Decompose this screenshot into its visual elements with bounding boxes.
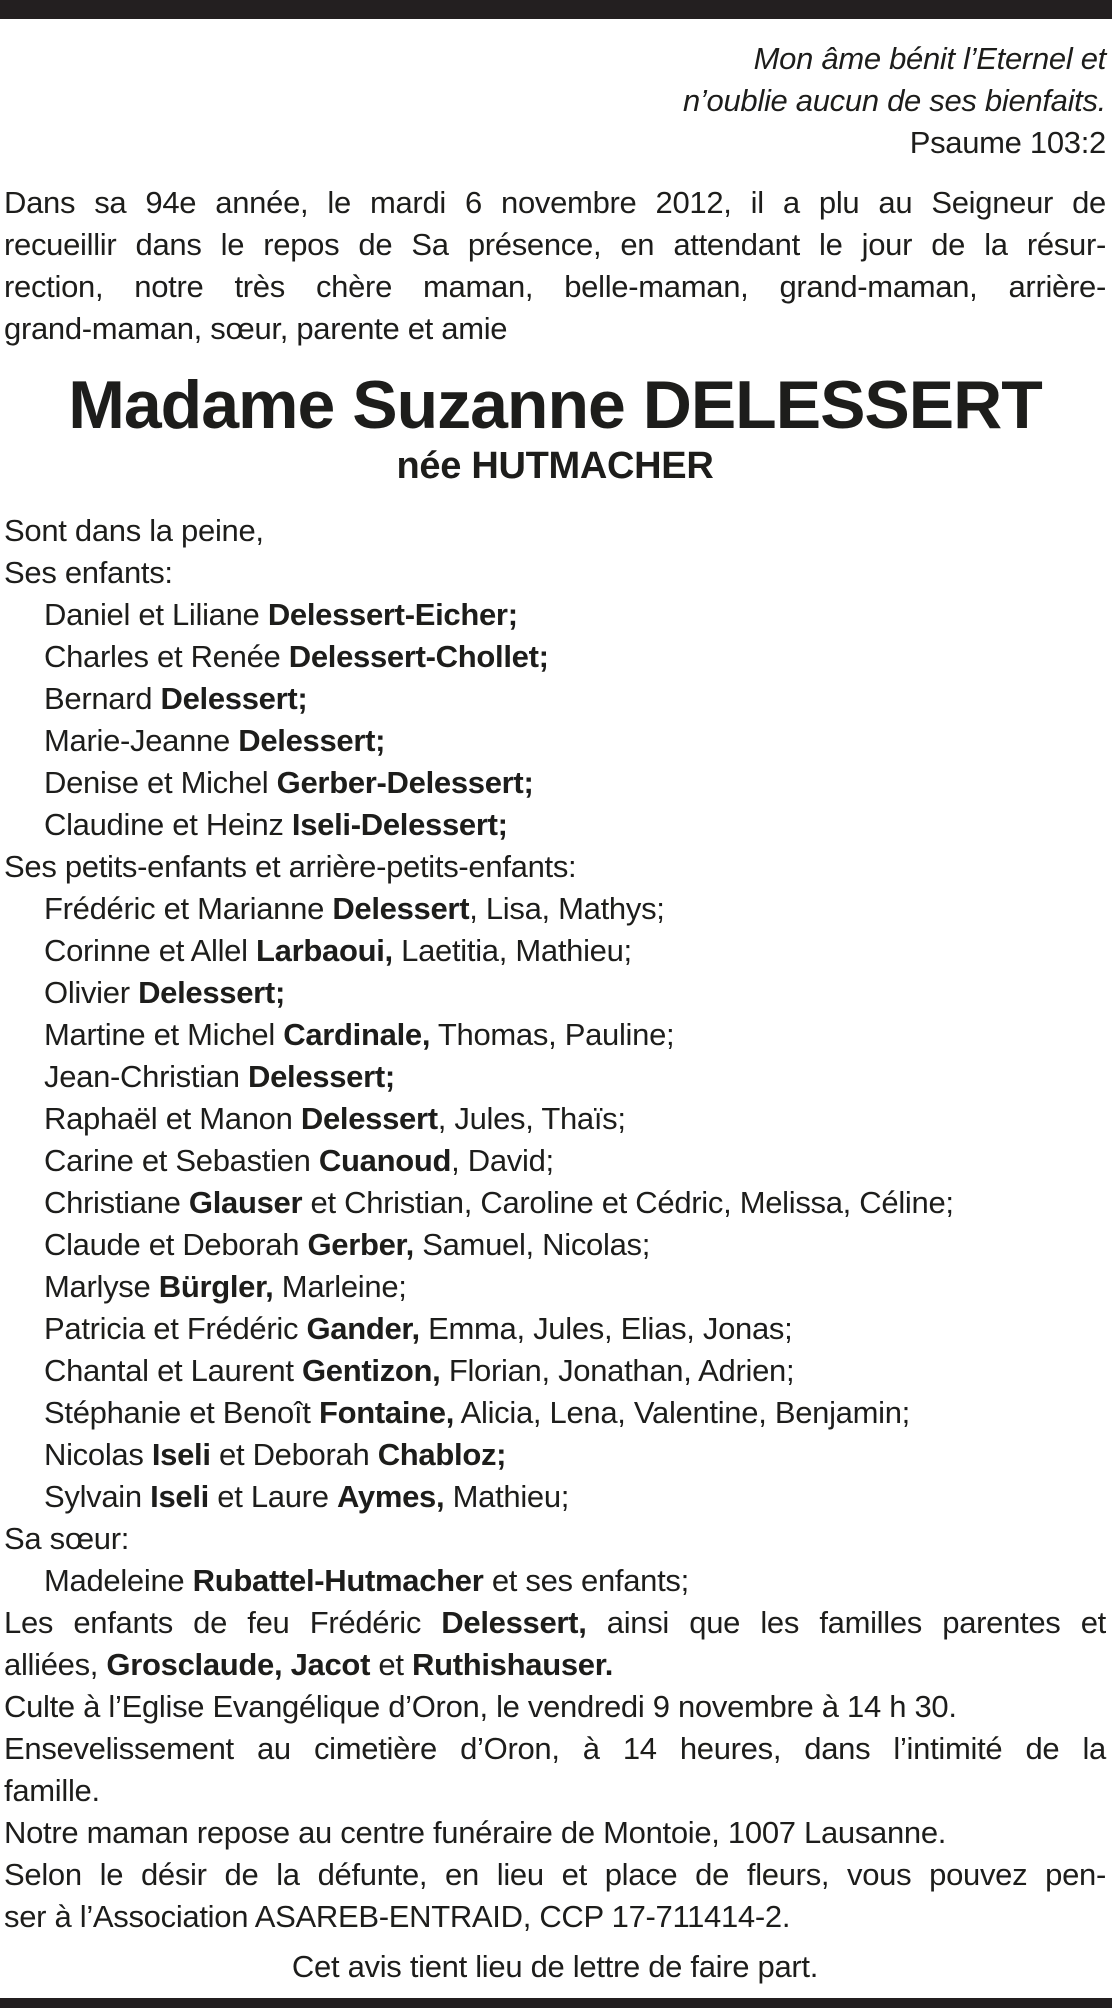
text-segment: Martine et Michel [44,1017,284,1052]
text-segment: Marie-Jeanne [44,723,239,758]
text-segment: , Lisa, Mathys; [469,891,665,926]
text-segment: Denise et Michel [44,765,277,800]
notice-line [4,1056,1106,1098]
text-segment: Frédéric et Marianne [44,891,333,926]
epigraph-line: n’oublie aucun de ses bienfaits. [683,83,1106,118]
text-segment: Olivier [44,975,139,1010]
notice-line [4,1560,1106,1602]
family-surname-bold: Delessert [300,1101,438,1136]
notice-line [4,1014,1106,1056]
epigraph-verse [4,38,1106,122]
family-surname-bold: Gerber-Delessert; [276,765,534,800]
family-surname-bold: Delessert-Chollet; [288,639,549,674]
intro-line: Dans sa 94e année, le mardi 6 novembre 2012, il a plu au Seigneur de [4,185,1106,220]
notice-line [4,1644,1106,1686]
text-segment: et Laure [208,1479,337,1514]
family-surname-bold: Glauser [188,1185,303,1220]
text-segment: Madeleine [44,1563,193,1598]
text-segment: Claudine et Heinz [44,807,292,842]
text-segment: Notre maman repose au centre funéraire de Montoie, 1007 Lausanne. [4,1815,947,1850]
text-segment: Alicia, Lena, Valentine, Benjamin; [454,1395,910,1430]
text-segment: Christiane [44,1185,189,1220]
family-surname-bold: Aymes, [336,1479,445,1514]
family-surname-bold: Delessert; [247,1059,395,1094]
text-segment: Ses enfants: [4,555,173,590]
family-surname-bold: Bürgler, [158,1269,274,1304]
notice-line [4,1182,1106,1224]
text-segment: alliées, [4,1647,107,1682]
text-segment: Mathieu; [444,1479,570,1514]
notice-line [4,1224,1106,1266]
text-segment: Nicolas [44,1437,152,1472]
text-segment: ser à l’Association ASAREB-ENTRAID, CCP 17-711414-2. [4,1899,791,1934]
text-segment: Stéphanie et Benoît [44,1395,319,1430]
notice-line [4,930,1106,972]
epigraph-line: Mon âme bénit l’Eternel et [753,41,1106,76]
text-segment: , Jules, Thaïs; [437,1101,626,1136]
text-segment: et [370,1647,412,1682]
text-segment: Sylvain [44,1479,151,1514]
text-segment: Ensevelissement au cimetière d’Oron, à 14 heures, dans l’intimité de la [4,1731,1106,1766]
intro-line: rection, notre très chère maman, belle-maman, grand-maman, arrière- [4,269,1106,304]
text-segment: ainsi que les familles parentes et [586,1605,1106,1640]
notice-line [4,678,1106,720]
text-segment: Laetitia, Mathieu; [392,933,632,968]
notice-line [4,1518,1106,1560]
family-surname-bold: Iseli [150,1479,209,1514]
notice-line [4,1770,1106,1812]
notice-line [4,1434,1106,1476]
notice-line [4,762,1106,804]
family-surname-bold: Delessert; [160,681,308,716]
family-surname-bold: Delessert; [238,723,386,758]
family-surname-bold: Chabloz; [377,1437,507,1472]
family-surname-bold: Gentizon, [301,1353,441,1388]
family-surname-bold: Iseli [151,1437,211,1472]
intro-line: recueillir dans le repos de Sa présence, en attendant le jour de la résur- [4,227,1106,262]
notice-line [4,1686,1106,1728]
text-segment: Thomas, Pauline; [430,1017,675,1052]
text-segment: Samuel, Nicolas; [413,1227,651,1262]
epigraph-reference: Psaume 103:2 [909,125,1106,160]
deceased-maiden-name: née HUTMACHER [396,445,714,487]
notice-line [4,846,1106,888]
family-surname-bold: Delessert; [138,975,285,1010]
text-segment: et ses enfants; [483,1563,689,1598]
notice-line [4,552,1106,594]
notice-line [4,1308,1106,1350]
notice-line [4,972,1106,1014]
text-segment: Les enfants de feu Frédéric [4,1605,442,1640]
family-and-funeral-lines [4,510,1106,1938]
family-surname-bold: Iseli-Delessert; [291,807,508,842]
text-segment: Claude et Deborah [44,1227,308,1262]
epigraph [4,38,1106,164]
notice-line [4,888,1106,930]
family-surname-bold: Cardinale, [283,1017,431,1052]
notice-line [4,1812,1106,1854]
notice-line [4,636,1106,678]
notice-line [4,1266,1106,1308]
family-surname-bold: Gerber, [307,1227,414,1262]
text-segment: Emma, Jules, Elias, Jonas; [419,1311,793,1346]
notice-line [4,1098,1106,1140]
family-surname-bold: Ruthishauser. [411,1647,614,1682]
notice-line [4,1728,1106,1770]
text-segment: Marleine; [273,1269,407,1304]
text-segment: Chantal et Laurent [44,1353,302,1388]
notice-line [4,720,1106,762]
text-segment: famille. [4,1773,100,1808]
notice-line [4,1140,1106,1182]
family-surname-bold: Delessert-Eicher; [267,597,518,632]
closing-line: Cet avis tient lieu de lettre de faire part. [291,1949,819,1984]
text-segment: Florian, Jonathan, Adrien; [440,1353,795,1388]
notice-line [4,1350,1106,1392]
text-segment: , David; [451,1143,554,1178]
text-segment: Charles et Renée [44,639,289,674]
text-segment: Sa sœur: [4,1521,130,1556]
notice-line [4,1392,1106,1434]
text-segment: Carine et Sebastien [44,1143,319,1178]
text-segment: Corinne et Allel [44,933,257,968]
text-segment: Sont dans la peine, [4,513,264,548]
notice-line [4,1602,1106,1644]
text-segment: et Christian, Caroline et Cédric, Melissa, Céline; [302,1185,954,1220]
family-surname-bold: Larbaoui, [256,933,393,968]
family-surname-bold: Delessert [332,891,470,926]
deceased-name: Madame Suzanne DELESSERT [68,367,1042,443]
text-segment: Bernard [44,681,161,716]
text-segment: Marlyse [44,1269,159,1304]
family-surname-bold: Cuanoud [318,1143,452,1178]
notice-line [4,1896,1106,1938]
notice-line [4,594,1106,636]
text-segment: et Deborah [210,1437,378,1472]
notice-line [4,510,1106,552]
text-segment: Jean-Christian [44,1059,248,1094]
family-surname-bold: Rubattel-Hutmacher [192,1563,484,1598]
family-surname-bold: Delessert, [441,1605,587,1640]
text-segment: Patricia et Frédéric [44,1311,307,1346]
text-segment: Selon le désir de la défunte, en lieu et place de fleurs, vous pouvez pen- [4,1857,1106,1892]
intro-paragraph [4,182,1106,350]
family-surname-bold: Gander, [306,1311,420,1346]
family-surname-bold: Grosclaude, Jacot [106,1647,371,1682]
family-surname-bold: Fontaine, [318,1395,455,1430]
text-segment: Culte à l’Eglise Evangélique d’Oron, le vendredi 9 novembre à 14 h 30. [4,1689,957,1724]
notice-line [4,1476,1106,1518]
text-segment: Raphaël et Manon [44,1101,301,1136]
notice-line [4,804,1106,846]
notice-line [4,1854,1106,1896]
text-segment: Ses petits-enfants et arrière-petits-enfants: [4,849,577,884]
intro-line: grand-maman, sœur, parente et amie [4,311,508,346]
bottom-border-rule [0,1998,1112,2008]
text-segment: Daniel et Liliane [44,597,268,632]
